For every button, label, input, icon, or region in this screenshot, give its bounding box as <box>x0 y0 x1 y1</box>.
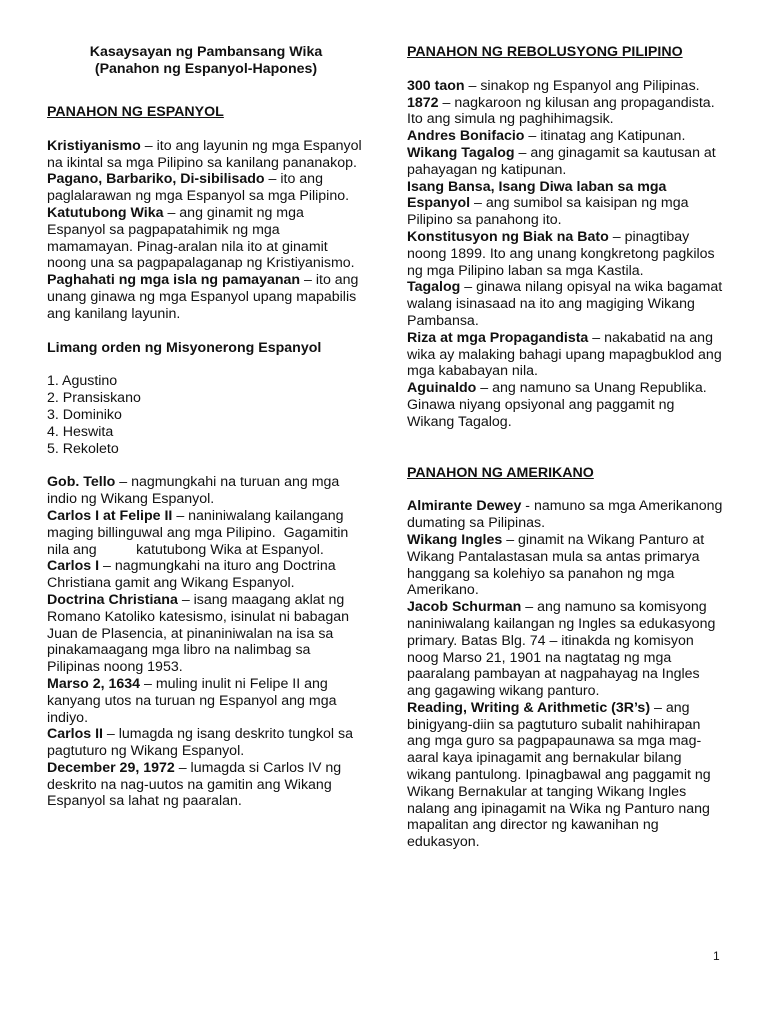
orders-subheading: Limang orden ng Misyonerong Espanyol <box>47 339 322 356</box>
entry-riza: Riza at mga Propagandista – nakabatid na ang wika ay malaking bahagi upang mapagbuklod ang mga kababayan nila. <box>407 329 722 380</box>
list-item: 3. Dominiko <box>47 406 122 423</box>
section-heading-rebolusyon: PANAHON NG REBOLUSYONG PILIPINO <box>407 44 683 60</box>
entry-300-taon: 300 taon – sinakop ng Espanyol ang Pilipinas. <box>407 77 700 94</box>
entry-dewey: Almirante Dewey - namuno sa mga Amerikanong dumating sa Pilipinas. <box>407 498 723 532</box>
entry-3rs: Reading, Writing & Arithmetic (3R’s) – ang binigyang-diin sa pagtuturo subalit nahihirapan ang mga guro sa pagpapaunawa sa mga mag-aaral kaya ipinagamit ang bernakular bilang wikang pantulong. Ipinagbawal ang paggamit ng Wikang Bernakular at tanging Wikang Ingles nalang ang ipinagamit na Wika ng Panturo nang mapalitan ang director ng kawanihan ng edukasyon. <box>407 699 711 851</box>
entry-schurman: Jacob Schurman – ang namuno sa komisyong naniniwalang kailangan ng Ingles sa edukasyong primary. Batas Blg. 74 – itinakda ng komisyon noog Marso 21, 1901 na nagtatag ng mga paaralang pambayan at nagpahayag na Ingles ang gagawing wikang panturo. <box>407 599 716 700</box>
list-item: 4. Heswita <box>47 423 114 440</box>
entry-wikang-ingles: Wikang Ingles – ginamit na Wikang Panturo at Wikang Pantalastasan mula sa antas primarya hanggang sa kolehiyo sa panahon ng mga Amerikano. <box>407 531 705 599</box>
entry-isang-bansa: Isang Bansa, Isang Diwa laban sa mga Espanyol – ang sumibol sa kaisipan ng mga Pilipino sa panahong ito. <box>407 178 689 229</box>
right-column <box>407 44 725 851</box>
title-line-1: Kasaysayan ng Pambansang Wika <box>89 44 323 60</box>
entry-pagano: Pagano, Barbariko, Di-sibilisado – ito ang paglalarawan ng mga Espanyol sa mga Pilipino. <box>47 171 350 205</box>
entry-december-1972: December 29, 1972 – lumagda si Carlos IV ng deskrito na nag-uutos na gamitin ang Wikang Espanyol sa lahat ng paaralan. <box>47 759 342 810</box>
document-title <box>47 44 365 78</box>
entry-aguinaldo: Aguinaldo – ang namuno sa Unang Republika. Ginawa niyang opsiyonal ang paggamit ng Wikang Tagalog. <box>407 380 707 430</box>
entry-kristiyanismo: Kristiyanismo – ito ang layunin ng mga Espanyol na ikintal sa mga Pilipino sa kanilang pananakop. <box>47 137 362 171</box>
section-heading-amerikano: PANAHON NG AMERIKANO <box>407 464 594 481</box>
left-column <box>47 44 365 810</box>
list-item: 2. Pransiskano <box>47 390 141 407</box>
entry-biak-na-bato: Konstitusyon ng Biak na Bato – pinagtibay noong 1899. Ito ang unang kongkretong pagkilos ng mga Pilipino laban sa mga Kastila. <box>407 228 715 279</box>
entry-bonifacio: Andres Bonifacio – itinatag ang Katipunan. <box>407 128 686 145</box>
entry-carlos-ii: Carlos II – lumagda ng isang deskrito tungkol sa pagtuturo ng Wikang Espanyol. <box>47 726 353 760</box>
entry-doctrina: Doctrina Christiana – isang maagang aklat ng Romano Katoliko katesismo, isinulat ni babagan Juan de Plasencia, at pinaniniwalan na isa sa pinakamaagang mga libro na nalimbag sa Pilipinas noong 1953. <box>47 591 350 676</box>
entry-1872: 1872 – nagkaroon ng kilusan ang propagandista. Ito ang simula ng paghihimagsik. <box>407 94 715 128</box>
entry-tagalog: Tagalog – ginawa nilang opisyal na wika bagamat walang isinasaad na ito ang magiging Wikang Pambansa. <box>407 279 723 329</box>
list-item: 5. Rekoleto <box>47 440 119 457</box>
orders-list <box>47 373 365 457</box>
entry-carlos-i: Carlos I – nagmungkahi na ituro ang Doctrina Christiana gamit ang Wikang Espanyol. <box>47 558 336 592</box>
section-heading-espanyol: PANAHON NG ESPANYOL <box>47 104 224 120</box>
entry-wikang-tagalog: Wikang Tagalog – ang ginagamit sa kautusan at pahayagan ng katipunan. <box>407 144 716 178</box>
entry-carlos-felipe: Carlos I at Felipe II – naniniwalang kailangang maging billinguwal ang mga Pilipino. Gagamitin nila ang katutubong Wika at Espanyol. <box>47 507 353 558</box>
entry-gob-tello: Gob. Tello – nagmungkahi na turuan ang mga indio ng Wikang Espanyol. <box>47 474 340 508</box>
entry-katutubong-wika: Katutubong Wika – ang ginamit ng mga Espanyol sa pagpapatahimik ng mga mamamayan. Pinag-aralan nila ito at ginamit noong una sa pagpapalaganap ng Kristiyanismo. Paghahati ng mga isla ng pamayanan – ito ang unang ginawa ng mga Espanyol upang mapabilis ang kanilang layunin. <box>47 204 359 322</box>
page-number: 1 <box>713 949 720 963</box>
title-line-2: (Panahon ng Espanyol-Hapones) <box>94 61 318 77</box>
list-item: 1. Agustino <box>47 373 118 390</box>
entry-marso-1634: Marso 2, 1634 – muling inulit ni Felipe II ang kanyang utos na turuan ng Espanyol ang mga indiyo. <box>47 675 337 726</box>
